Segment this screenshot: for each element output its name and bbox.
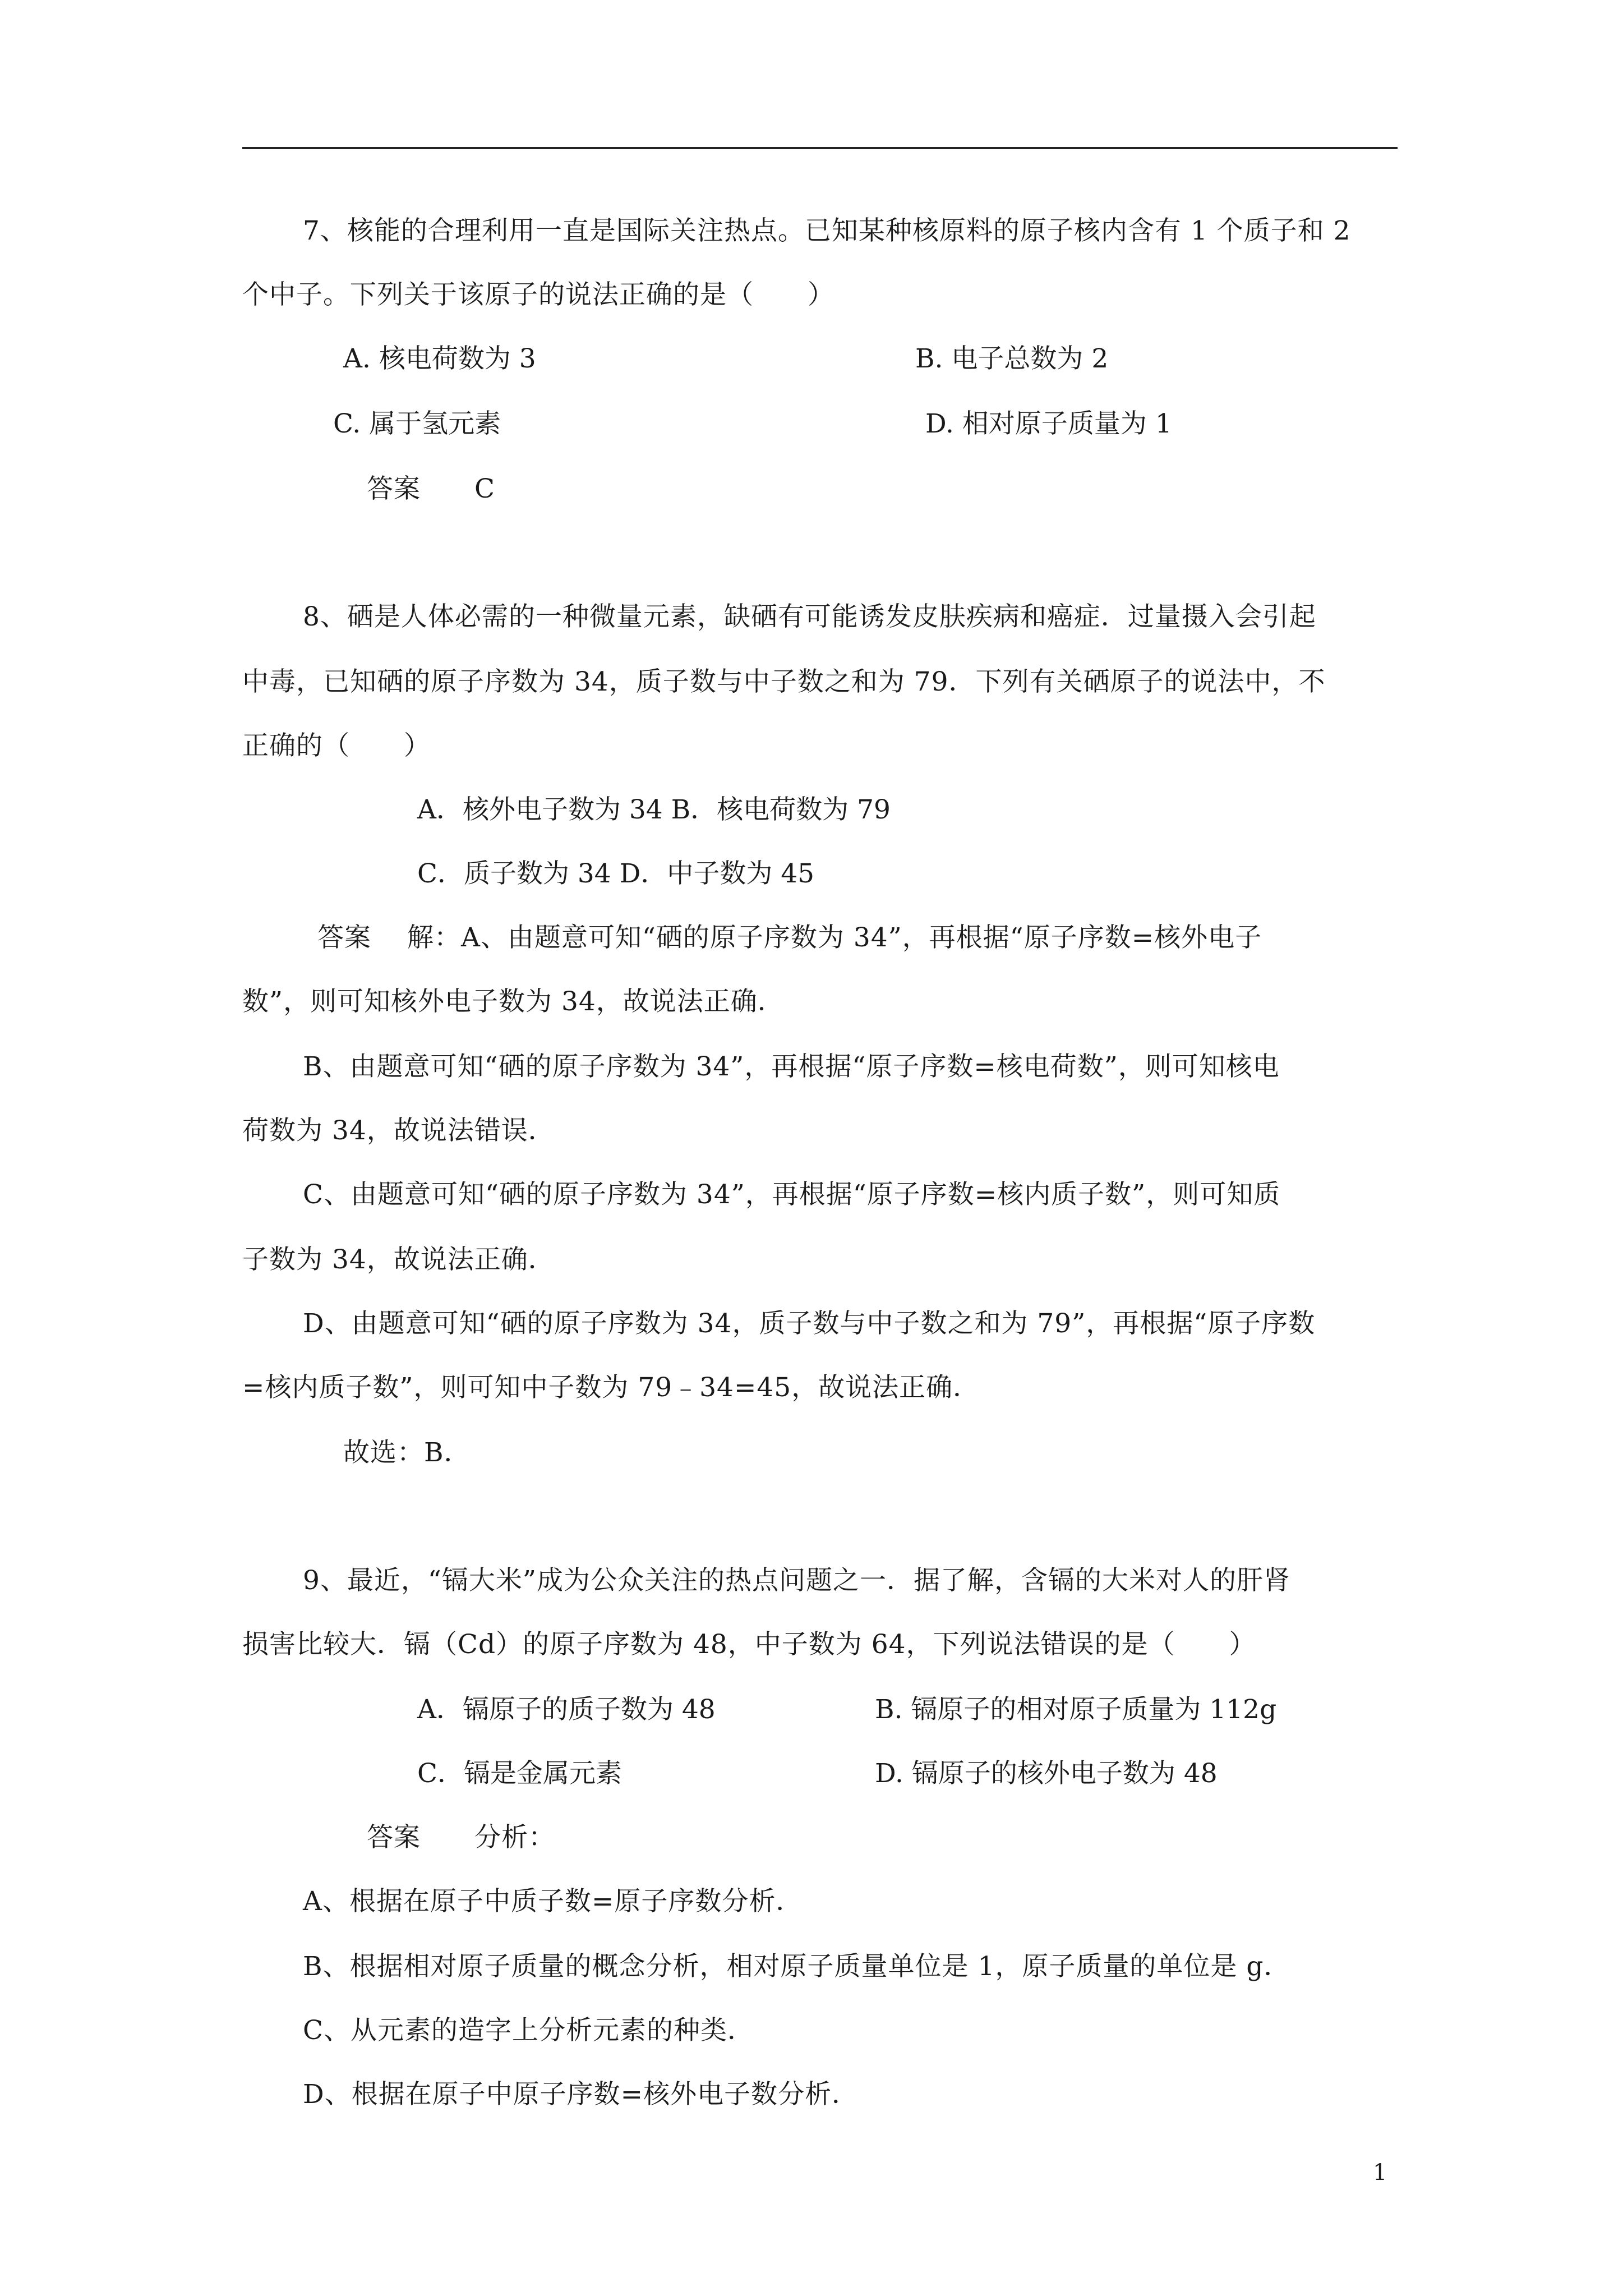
q9-answer: 答案 分析： [367, 1822, 555, 1853]
q8-explain-c-line2: 子数为 34，故说法正确． [242, 1244, 555, 1275]
header-rule [242, 147, 1398, 149]
q9-option-b: B. 镉原子的相对原子质量为 112g [875, 1694, 1277, 1725]
q8-options-ab: A．核外电子数为 34 B．核电荷数为 79 [417, 794, 891, 825]
q9-analysis-a: A、根据在原子中质子数=原子序数分析． [303, 1886, 803, 1917]
q7-answer: 答案 C [367, 473, 495, 504]
q8-options-cd: C．质子数为 34 D．中子数为 45 [417, 858, 815, 889]
q8-stem-line3: 正确的（ ） [242, 730, 431, 761]
q7-option-b: B. 电子总数为 2 [915, 343, 1109, 374]
q8-explain-b-line2: 荷数为 34，故说法错误． [242, 1115, 555, 1146]
q8-choice: 故选：B． [343, 1437, 471, 1468]
q9-option-c: C．镉是金属元素 [417, 1758, 622, 1789]
q9-option-d: D. 镉原子的核外电子数为 48 [875, 1758, 1218, 1789]
q7-option-d: D. 相对原子质量为 1 [925, 408, 1172, 439]
q9-option-a: A．镉原子的质子数为 48 [417, 1694, 716, 1725]
q8-stem-line2: 中毒，已知硒的原子序数为 34，质子数与中子数之和为 79．下列有关硒原子的说法中，不 [242, 666, 1326, 697]
q8-explain-b-line1: B、由题意可知“硒的原子序数为 34”，再根据“原子序数=核电荷数”，则可知核电 [303, 1051, 1280, 1082]
q7-stem-line1: 7、核能的合理利用一直是国际关注热点。已知某种核原料的原子核内含有 1 个质子和 2 [303, 215, 1351, 246]
q8-explain-d-line1: D、由题意可知“硒的原子序数为 34，质子数与中子数之和为 79”，再根据“原子序数 [303, 1308, 1316, 1339]
q7-option-a: A. 核电荷数为 3 [343, 343, 536, 374]
q8-explain-d-line2: =核内质子数”，则可知中子数为 79﹣34=45，故说法正确． [242, 1372, 980, 1403]
q8-answer-line2: 数”，则可知核外电子数为 34，故说法正确． [242, 986, 785, 1017]
q8-answer-line1: 答案 解：A、由题意可知“硒的原子序数为 34”，再根据“原子序数=核外电子 [317, 922, 1262, 953]
q9-stem-line1: 9、最近，“镉大米”成为公众关注的热点问题之一．据了解，含镉的大米对人的肝肾 [303, 1565, 1290, 1596]
q8-explain-c-line1: C、由题意可知“硒的原子序数为 34”，再根据“原子序数=核内质子数”，则可知质 [303, 1179, 1281, 1210]
q8-stem-line1: 8、硒是人体必需的一种微量元素，缺硒有可能诱发皮肤疾病和癌症．过量摄入会引起 [303, 601, 1316, 632]
q7-stem-line2: 个中子。下列关于该原子的说法正确的是（ ） [242, 279, 834, 310]
page-number: 1 [1373, 2160, 1387, 2185]
q9-stem-line2: 损害比较大．镉（Cd）的原子序数为 48，中子数为 64，下列说法错误的是（ ） [242, 1629, 1256, 1660]
q7-option-c: C. 属于氢元素 [333, 408, 501, 439]
q9-analysis-c: C、从元素的造字上分析元素的种类． [303, 2015, 754, 2046]
q9-analysis-d: D、根据在原子中原子序数=核外电子数分析． [303, 2079, 859, 2110]
q9-analysis-b: B、根据相对原子质量的概念分析，相对原子质量单位是 1，原子质量的单位是 g． [303, 1951, 1291, 1982]
